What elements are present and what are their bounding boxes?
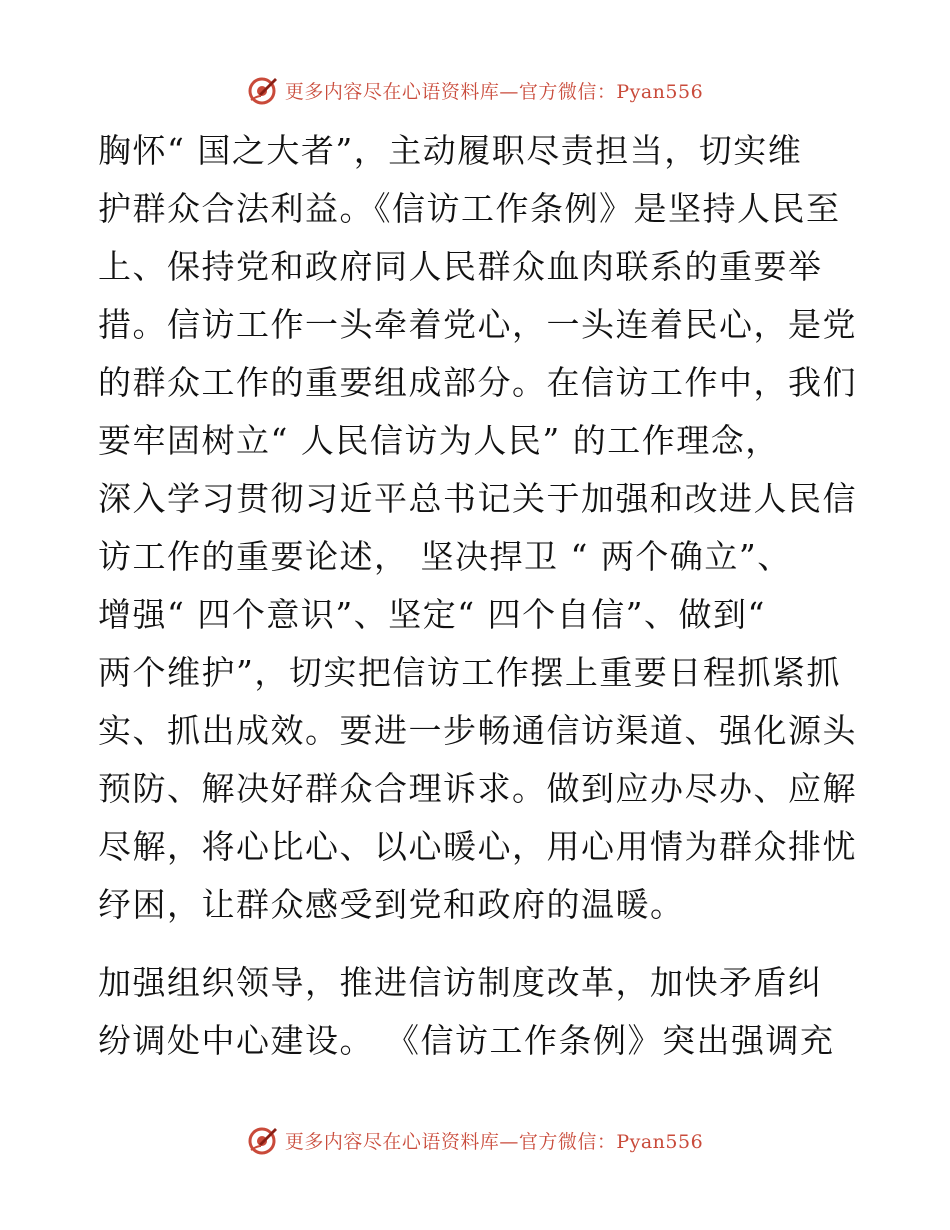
text-line: 要牢固树立“ 人民信访为人民” 的工作理念， [98, 421, 780, 460]
text-line: 实、抓出成效。要进一步畅通信访渠道、强化源头 [98, 711, 857, 750]
text-line: 增强“ 四个意识”、坚定“ 四个自信”、做到“ [98, 595, 766, 634]
paragraph [98, 122, 858, 934]
text-line: 尽解，将心比心、以心暖心，用心用情为群众排忧 [98, 827, 857, 866]
text-line: 措。信访工作一头牵着党心，一头连着民心，是党 [98, 305, 857, 344]
text-line: 上、保持党和政府同人民群众血肉联系的重要举 [98, 247, 823, 286]
text-line: 深入学习贯彻习近平总书记关于加强和改进人民信 [98, 479, 857, 518]
text-line: 护群众合法利益。《信访工作条例》是坚持人民至 [98, 189, 841, 228]
text-line: 胸怀“ 国之大者”，主动履职尽责担当，切实维 [98, 131, 803, 170]
document-body [98, 122, 858, 1070]
text-line: 访工作的重要论述， 坚决捍卫 “ 两个确立”、 [98, 537, 792, 576]
pen-circle-logo-icon [247, 1124, 279, 1156]
header-watermark [0, 70, 950, 110]
text-line: 加强组织领导，推进信访制度改革，加快矛盾纠 [98, 963, 823, 1002]
paragraph-spacer [98, 934, 858, 954]
text-line: 纾困，让群众感受到党和政府的温暖。 [98, 885, 685, 924]
footer-watermark [0, 1120, 950, 1160]
paragraph [98, 954, 858, 1070]
text-line: 两个维护”，切实把信访工作摆上重要日程抓紧抓 [98, 653, 841, 692]
watermark-text: 更多内容尽在心语资料库—官方微信：Pyan556 [284, 80, 704, 103]
pen-circle-logo-icon [247, 74, 279, 106]
text-line: 纷调处中心建设。 《信访工作条例》突出强调充 [98, 1021, 835, 1060]
text-line: 预防、解决好群众合理诉求。做到应办尽办、应解 [98, 769, 857, 808]
watermark-text: 更多内容尽在心语资料库—官方微信：Pyan556 [284, 1130, 704, 1153]
text-line: 的群众工作的重要组成部分。在信访工作中，我们 [98, 363, 857, 402]
